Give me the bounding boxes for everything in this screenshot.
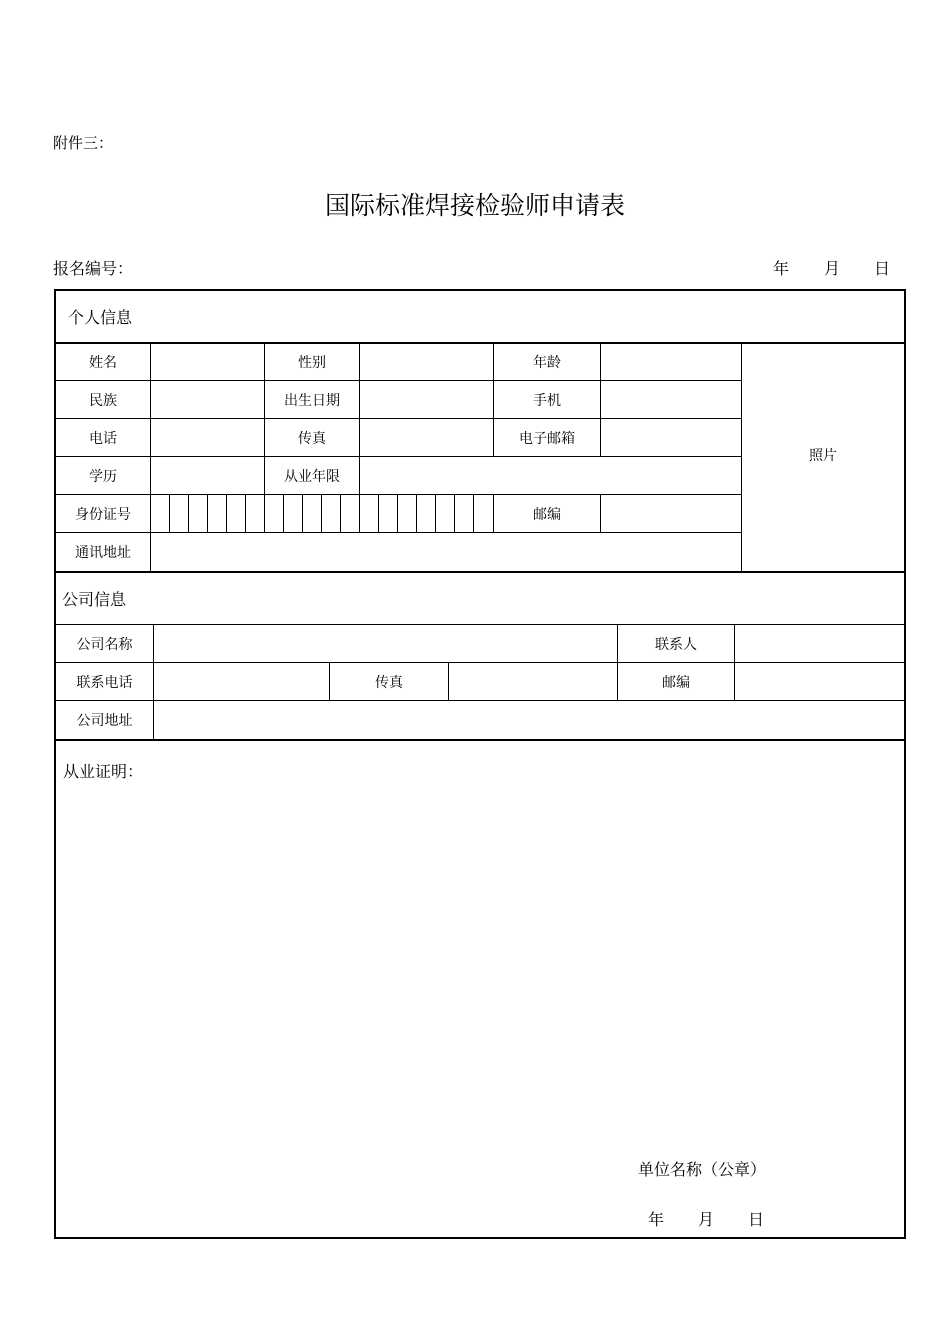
education-label: 学历	[89, 468, 117, 485]
document-label: 附件三：	[53, 134, 114, 152]
company-fax-field[interactable]	[449, 663, 617, 700]
company-info-section-title: 公司信息	[62, 590, 127, 609]
mobile-label: 手机	[533, 392, 561, 409]
header-day-label: 日	[874, 259, 891, 278]
years-of-practice-field[interactable]	[360, 457, 741, 494]
address-field[interactable]	[151, 533, 741, 571]
form-title: 国际标准焊接检验师申请表	[324, 191, 625, 220]
proof-year-label: 年	[648, 1210, 665, 1229]
proof-day-label: 日	[748, 1210, 765, 1229]
contact-person-field[interactable]	[735, 625, 904, 662]
divider	[56, 571, 904, 573]
gender-label: 性别	[298, 355, 326, 371]
divider	[56, 739, 904, 741]
ethnicity-label: 民族	[89, 392, 117, 409]
zip-field[interactable]	[601, 495, 741, 532]
id-number-label: 身份证号	[75, 506, 131, 523]
personal-info-section-title: 个人信息	[68, 308, 133, 327]
fax-field[interactable]	[360, 419, 493, 456]
years-of-practice-label: 从业年限	[284, 468, 340, 485]
company-address-field[interactable]	[154, 701, 904, 739]
fax-label: 传真	[298, 430, 326, 447]
age-field[interactable]	[601, 344, 741, 380]
age-label: 年龄	[533, 355, 561, 371]
employment-proof-area[interactable]	[56, 787, 904, 1137]
contact-phone-label: 联系电话	[76, 674, 133, 691]
birth-date-label: 出生日期	[284, 392, 340, 409]
registration-number-label: 报名编号：	[53, 259, 134, 278]
employment-proof-label: 从业证明：	[63, 762, 144, 781]
name-field[interactable]	[151, 344, 264, 380]
header-year-label: 年	[773, 259, 790, 278]
contact-phone-field[interactable]	[154, 663, 329, 700]
unit-name-seal-label: 单位名称（公章）	[638, 1160, 767, 1179]
mobile-field[interactable]	[601, 381, 741, 418]
phone-label: 电话	[89, 430, 117, 447]
address-label: 通讯地址	[75, 545, 131, 561]
email-label: 电子邮箱	[519, 430, 575, 447]
application-form-frame	[54, 289, 906, 1239]
phone-field[interactable]	[151, 419, 264, 456]
education-field[interactable]	[151, 457, 264, 494]
contact-person-label: 联系人	[655, 636, 697, 653]
gender-field[interactable]	[360, 344, 493, 380]
zip-label: 邮编	[533, 506, 561, 523]
company-zip-label: 邮编	[662, 674, 690, 691]
id-number-field[interactable]	[151, 495, 493, 532]
company-zip-field[interactable]	[735, 663, 904, 700]
company-name-field[interactable]	[154, 625, 617, 662]
company-name-label: 公司名称	[76, 636, 133, 653]
company-fax-label: 传真	[375, 674, 403, 691]
photo-label: 照片	[809, 447, 837, 464]
company-address-label: 公司地址	[76, 713, 133, 729]
photo-box[interactable]	[742, 344, 904, 571]
birth-date-field[interactable]	[360, 381, 493, 418]
email-field[interactable]	[601, 419, 741, 456]
proof-month-label: 月	[698, 1210, 715, 1229]
ethnicity-field[interactable]	[151, 381, 264, 418]
header-month-label: 月	[824, 259, 841, 278]
name-label: 姓名	[89, 355, 117, 371]
